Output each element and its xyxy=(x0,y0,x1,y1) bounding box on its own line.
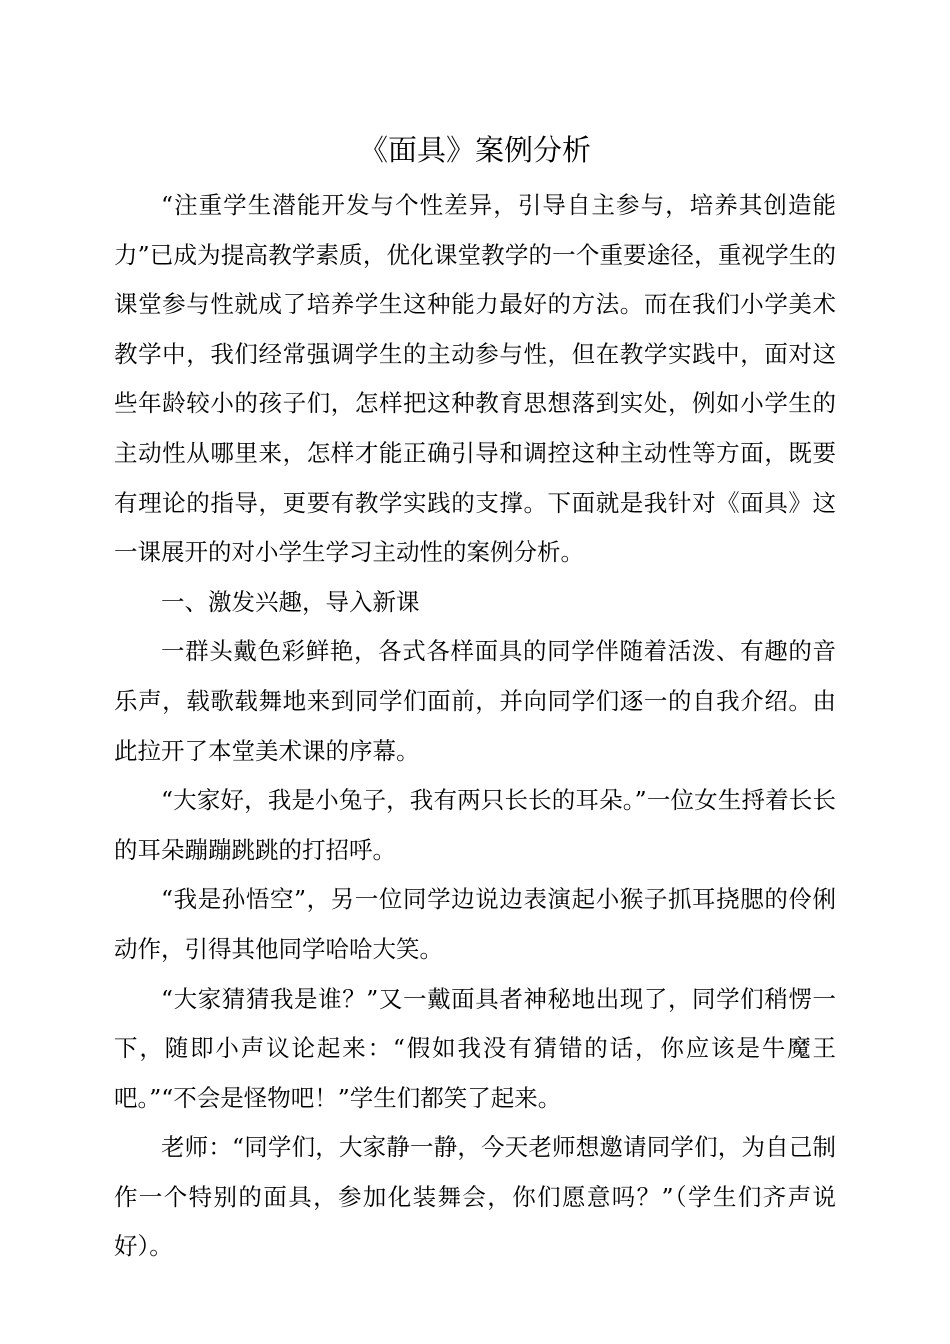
paragraph: 一群头戴色彩鲜艳，各式各样面具的同学伴随着活泼、有趣的音乐声，载歌载舞地来到同学们面前，并向同学们逐一的自我介绍。由此拉开了本堂美术课的序幕。 xyxy=(114,637,836,765)
paragraph: 老师：“同学们，大家静一静，今天老师想邀请同学们，为自己制作一个特别的面具，参加化装舞会，你们愿意吗？”（学生们齐声说好）。 xyxy=(114,1133,836,1261)
paragraph-intro: “注重学生潜能开发与个性差异，引导自主参与，培养其创造能力”已成为提高教学素质，优化课堂教学的一个重要途径，重视学生的课堂参与性就成了培养学生这种能力最好的方法。而在我们小学美术教学中，我们经常强调学生的主动参与性，但在教学实践中，面对这些年龄较小的孩子们，怎样把这种教育思想落到实处，例如小学生的主动性从哪里来，怎样才能正确引导和调控这种主动性等方面，既要有理论的指导，更要有教学实践的支撑。下面就是我针对《面具》这一课展开的对小学生学习主动性的案例分析。 xyxy=(114,191,836,567)
section-heading: 一、激发兴趣，导入新课 xyxy=(161,587,420,616)
document-title: 《面具》案例分析 xyxy=(358,133,591,167)
document-body xyxy=(114,181,836,1272)
paragraph: “大家好，我是小兔子，我有两只长长的耳朵。”一位女生捋着长长的耳朵蹦蹦跳跳的打招呼。 xyxy=(114,786,836,864)
paragraph: “我是孙悟空”，另一位同学边说边表演起小猴子抓耳挠腮的伶俐动作，引得其他同学哈哈大笑。 xyxy=(114,885,836,963)
paragraph: “大家猜猜我是谁？”又一戴面具者神秘地出现了，同学们稍愣一下，随即小声议论起来：“假如我没有猜错的话，你应该是牛魔王吧。”“不会是怪物吧！”学生们都笑了起来。 xyxy=(114,984,836,1112)
